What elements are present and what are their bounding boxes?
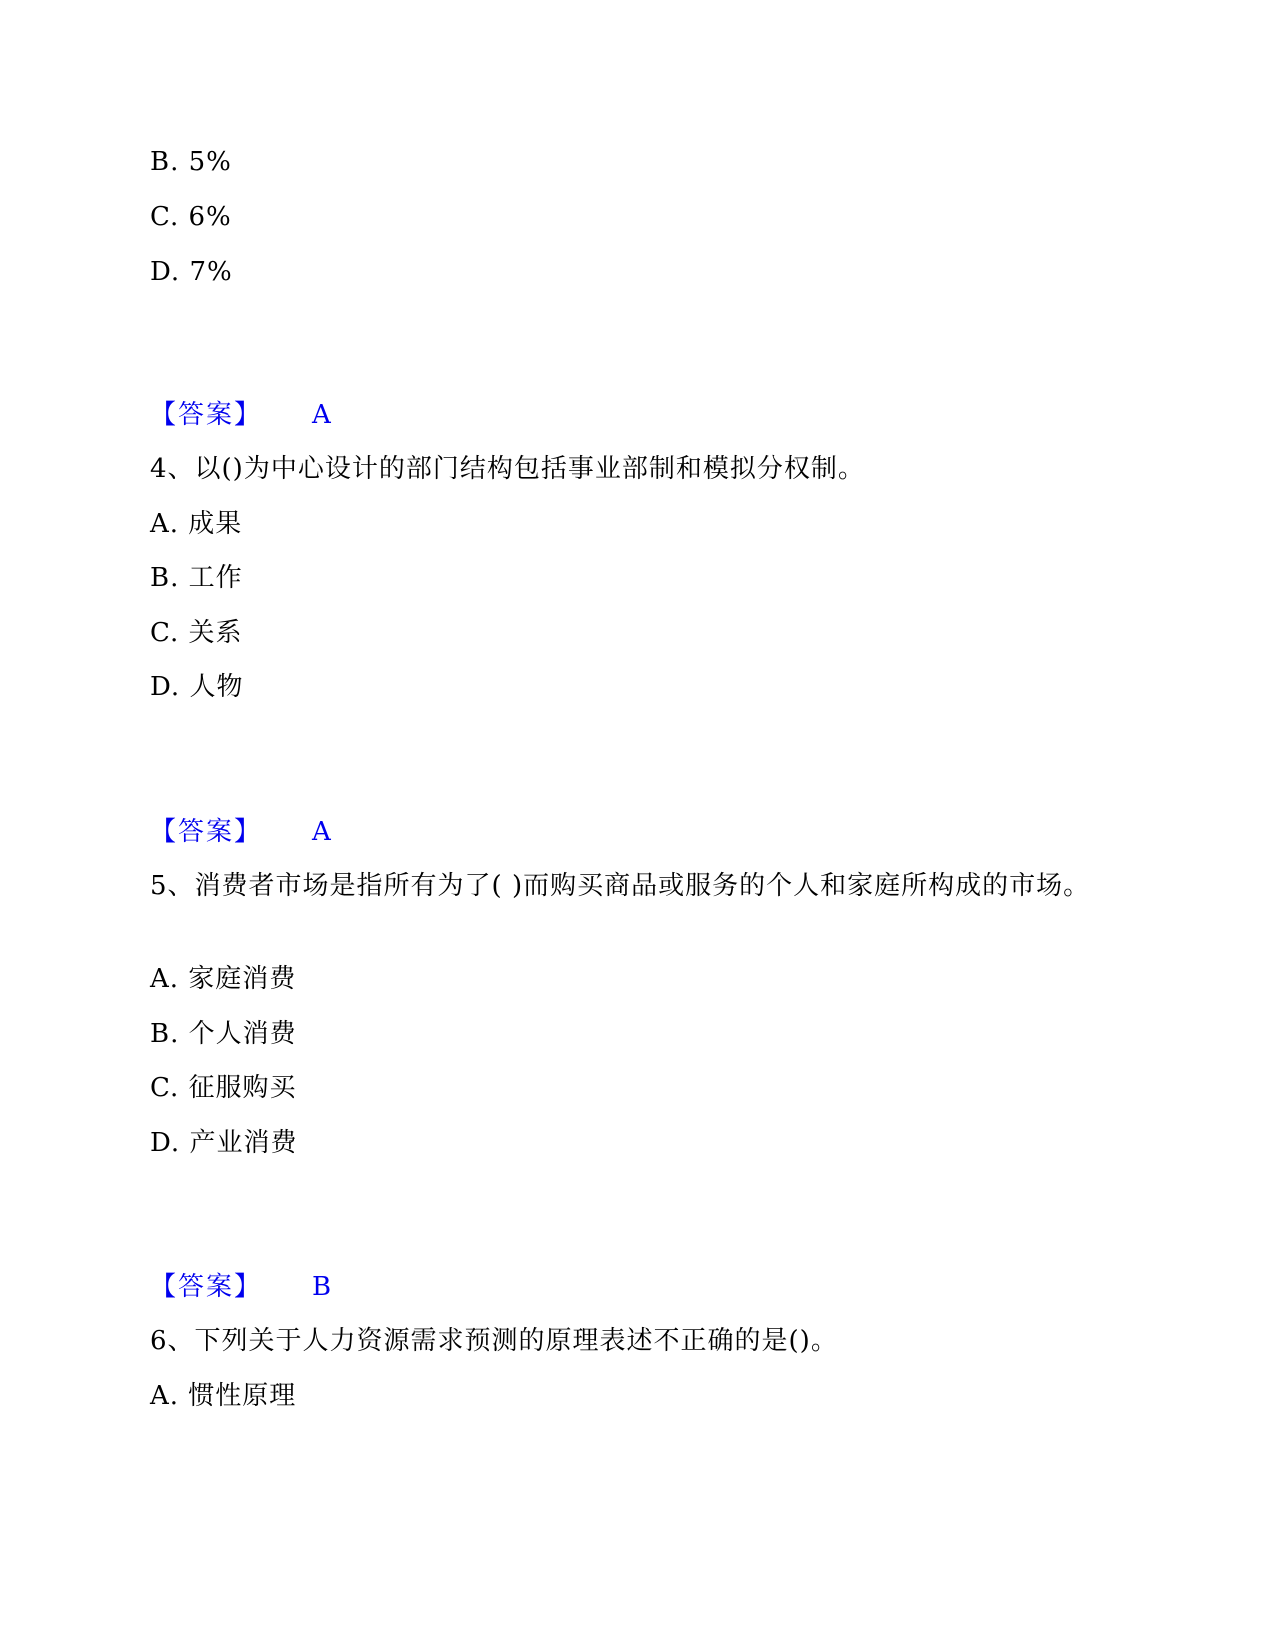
option-b-q4: B. 工作 [150, 563, 243, 593]
option-b-q5: B. 个人消费 [150, 1019, 297, 1049]
option-c-q4: C. 关系 [150, 618, 243, 648]
question-5-stem: 5、消费者市场是指所有为了( )而购买商品或服务的个人和家庭所构成的市场。 [150, 871, 1091, 901]
answer-q5 [150, 1272, 331, 1302]
answer-label: 【答案】 [150, 817, 263, 847]
answer-label: 【答案】 [150, 400, 263, 430]
option-c-q3: C. 6% [150, 202, 232, 232]
answer-label: 【答案】 [150, 1272, 263, 1302]
answer-value: B [312, 1272, 332, 1302]
answer-q4 [150, 817, 331, 847]
answer-value: A [312, 400, 331, 430]
option-d-q4: D. 人物 [150, 672, 244, 702]
answer-q3 [150, 400, 331, 430]
question-6-stem: 6、下列关于人力资源需求预测的原理表述不正确的是()。 [150, 1326, 838, 1356]
option-d-q5: D. 产业消费 [150, 1128, 298, 1158]
option-a-q6: A. 惯性原理 [150, 1381, 297, 1411]
option-d-q3: D. 7% [150, 257, 233, 287]
option-b-q3: B. 5% [150, 147, 232, 177]
answer-value: A [312, 817, 331, 847]
option-c-q5: C. 征服购买 [150, 1073, 297, 1103]
question-4-stem: 4、以()为中心设计的部门结构包括事业部制和模拟分权制。 [150, 454, 865, 484]
option-a-q4: A. 成果 [150, 509, 243, 539]
option-a-q5: A. 家庭消费 [150, 964, 297, 994]
